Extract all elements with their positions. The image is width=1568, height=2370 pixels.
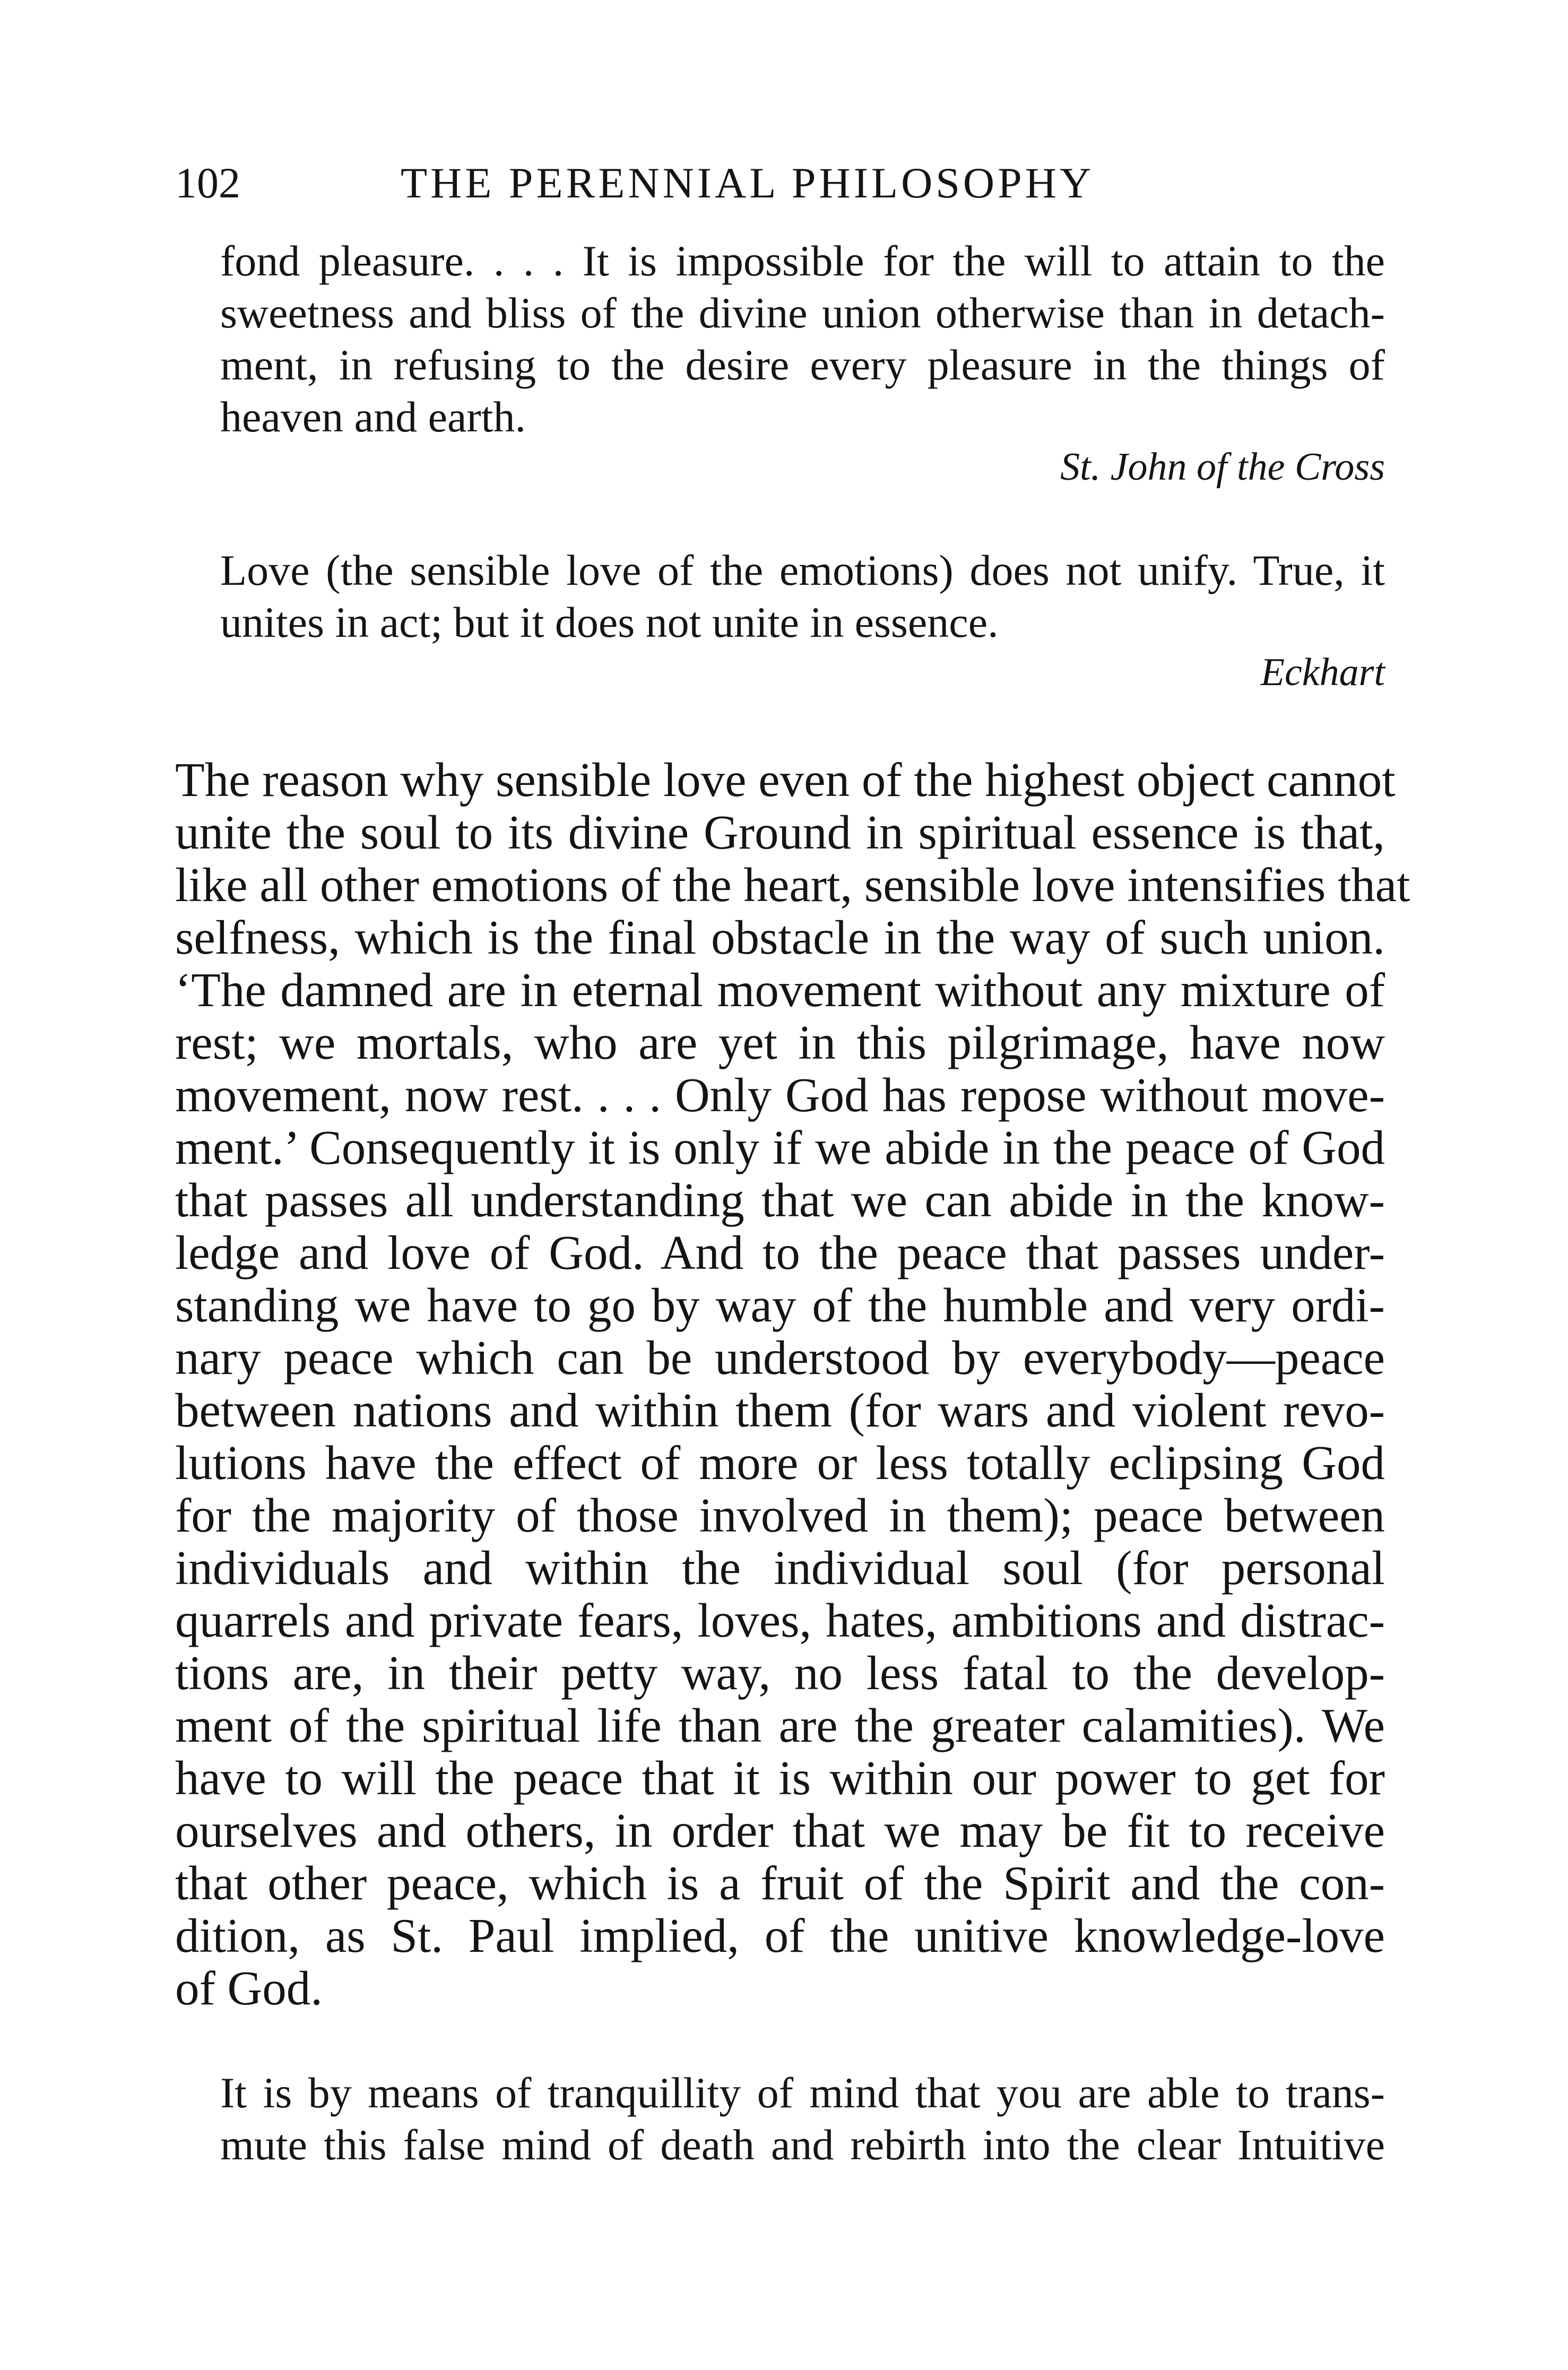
paragraph-line: ment of the spiritual life than are the greater calamities). We — [175, 1699, 1385, 1752]
quote-line: mute this false mind of death and rebirth into the clear Intuitive — [220, 2121, 1385, 2169]
quote-line: It is by means of tranquillity of mind that you are able to trans- — [220, 2069, 1385, 2117]
paragraph-line: for the majority of those involved in them); peace between — [175, 1489, 1385, 1542]
paragraph-line: tions are, in their petty way, no less fatal to the develop- — [175, 1646, 1385, 1700]
quote-line: sweetness and bliss of the divine union otherwise than in detach- — [220, 289, 1385, 337]
quote-line: ment, in refusing to the desire every pleasure in the things of — [220, 341, 1385, 389]
paragraph-line: like all other emotions of the heart, sensible love intensifies that — [175, 858, 1410, 912]
page-number: 102 — [175, 159, 240, 207]
paragraph-line: standing we have to go by way of the humble and very ordi- — [175, 1278, 1385, 1332]
quote-line: heaven and earth. — [220, 393, 526, 441]
quote-line: fond pleasure. . . . It is impossible for the will to attain to the — [220, 237, 1385, 285]
paragraph-line: quarrels and private fears, loves, hates, ambitions and distrac- — [175, 1594, 1385, 1647]
quote-line: unites in act; but it does not unite in essence. — [220, 598, 999, 646]
quote-line: Love (the sensible love of the emotions) does not unify. True, it — [220, 546, 1385, 594]
paragraph-line: unite the soul to its divine Ground in spiritual essence is that, — [175, 806, 1385, 859]
paragraph-line: individuals and within the individual soul (for personal — [175, 1541, 1385, 1595]
paragraph-line: ledge and love of God. And to the peace that passes under- — [175, 1226, 1385, 1279]
paragraph-line: of God. — [175, 1961, 323, 2015]
paragraph-line: have to will the peace that it is within our power to get for — [175, 1751, 1385, 1805]
paragraph-line: ‘The damned are in eternal movement without any mixture of — [175, 963, 1385, 1017]
paragraph-line: movement, now rest. . . . Only God has repose without move- — [175, 1068, 1385, 1122]
paragraph-line: The reason why sensible love even of the highest object cannot — [175, 753, 1396, 807]
running-title: THE PERENNIAL PHILOSOPHY — [401, 159, 1095, 207]
paragraph-line: nary peace which can be understood by everybody—peace — [175, 1331, 1385, 1385]
paragraph-line: that other peace, which is a fruit of the Spirit and the con- — [175, 1856, 1385, 1910]
paragraph-line: ment.’ Consequently it is only if we abide in the peace of God — [175, 1121, 1385, 1174]
quote-attribution: Eckhart — [1260, 651, 1385, 694]
paragraph-line: lutions have the effect of more or less totally eclipsing God — [175, 1436, 1385, 1490]
quote-attribution: St. John of the Cross — [1060, 445, 1385, 489]
paragraph-line: that passes all understanding that we can abide in the know- — [175, 1173, 1385, 1227]
paragraph-line: ourselves and others, in order that we may be fit to receive — [175, 1804, 1385, 1857]
paragraph-line: selfness, which is the final obstacle in the way of such union. — [175, 911, 1385, 964]
page-header — [175, 154, 1396, 212]
paragraph-line: rest; we mortals, who are yet in this pilgrimage, have now — [175, 1016, 1385, 1069]
paragraph-line: between nations and within them (for wars and violent revo- — [175, 1383, 1385, 1437]
paragraph-line: dition, as St. Paul implied, of the unitive knowledge-love — [175, 1909, 1385, 1962]
